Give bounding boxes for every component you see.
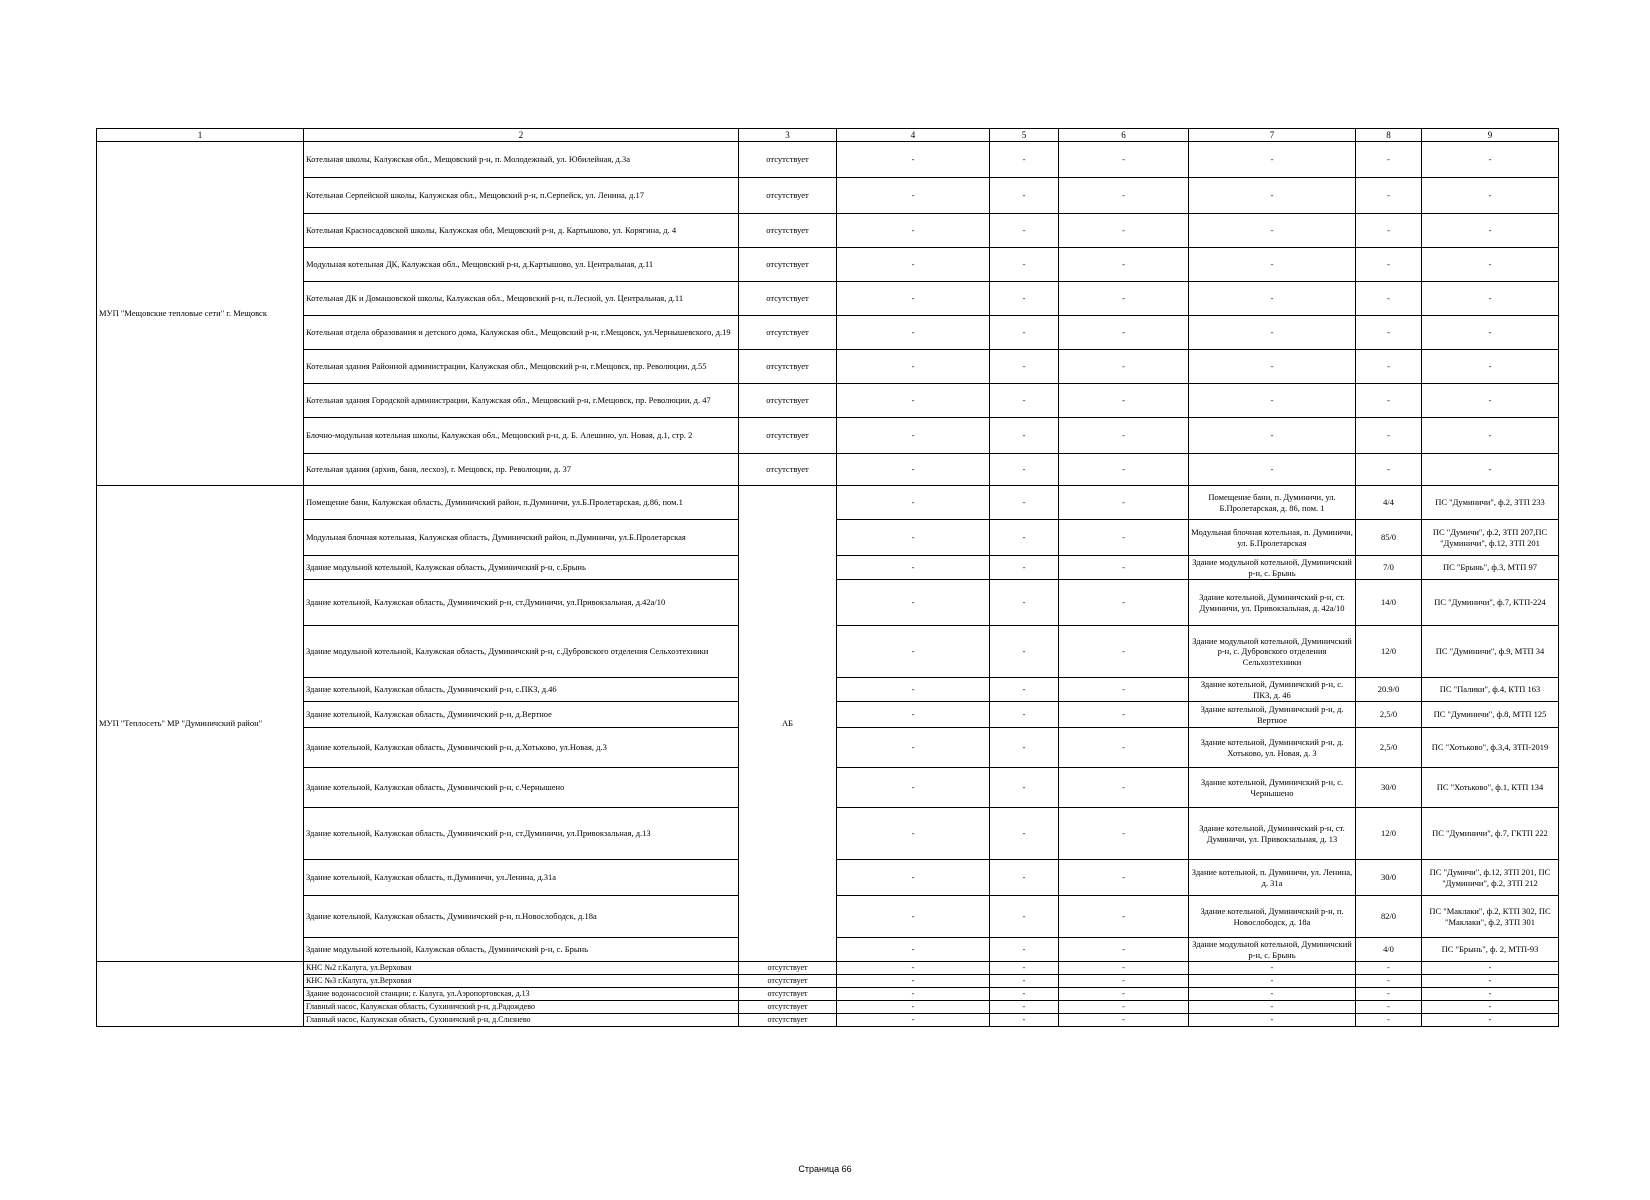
object-name-cell: Главный насос, Калужская область, Сухиничский р-н, д.Радождево — [304, 1001, 739, 1014]
address-cell: Здание котельной, Думиничский р-н, с. Чернышено — [1189, 768, 1356, 808]
col5-cell: - — [990, 350, 1059, 384]
col5-cell: - — [990, 214, 1059, 248]
column-header: 8 — [1356, 129, 1422, 142]
address-cell: - — [1189, 350, 1356, 384]
col6-cell: - — [1059, 580, 1189, 626]
organization-cell: МУП "Мещовские тепловые сети" г. Мещовск — [97, 142, 304, 486]
col5-cell: - — [990, 1001, 1059, 1014]
address-cell: Здание котельной, п. Думиничи, ул. Ленина, д. 31а — [1189, 860, 1356, 896]
col5-cell: - — [990, 975, 1059, 988]
table-row — [97, 178, 1559, 214]
object-name-cell: Блочно-модульная котельная школы, Калужская обл., Мещовский р-н, д. Б. Алешино, ул. Новая, д.1, стр. 2 — [304, 418, 739, 454]
substation-cell: ПС "Хотьково", ф.1, КТП 134 — [1422, 768, 1559, 808]
column-header: 1 — [97, 129, 304, 142]
col4-cell: - — [837, 768, 990, 808]
col4-cell: - — [837, 520, 990, 556]
address-cell: - — [1189, 1014, 1356, 1027]
object-name-cell: Здание модульной котельной, Калужская область, Думиничский р-н, с.Брынь — [304, 556, 739, 580]
availability-cell: отсутствует — [739, 454, 837, 486]
col4-cell: - — [837, 486, 990, 520]
object-name-cell: Здание котельной, Калужская область, Думиничский р-н, ст.Думиничи, ул.Привокзальная, д.42а/10 — [304, 580, 739, 626]
header-row — [97, 129, 1559, 142]
table-row — [97, 1001, 1559, 1014]
availability-cell: отсутствует — [739, 975, 837, 988]
object-name-cell: Главный насос, Калужская область, Сухиничский р-н, д.Слизнево — [304, 1014, 739, 1027]
address-cell: - — [1189, 316, 1356, 350]
col4-cell: - — [837, 214, 990, 248]
col4-cell: - — [837, 384, 990, 418]
col4-cell: - — [837, 282, 990, 316]
page-number: Страница 66 — [798, 1164, 852, 1174]
object-name-cell: Модульная котельная ДК, Калужская обл., Мещовский р-н, д.Картышово, ул. Центральная, д.11 — [304, 248, 739, 282]
address-cell: Здание котельной, Думиничский р-н, п. Новослободск, д. 18а — [1189, 896, 1356, 938]
address-cell: - — [1189, 988, 1356, 1001]
col6-cell: - — [1059, 678, 1189, 702]
col5-cell: - — [990, 808, 1059, 860]
capacity-cell: - — [1356, 350, 1422, 384]
col5-cell: - — [990, 248, 1059, 282]
col5-cell: - — [990, 556, 1059, 580]
availability-cell: отсутствует — [739, 214, 837, 248]
object-name-cell: Здание котельной, Калужская область, Думиничский р-н, п.Новослободск, д.18а — [304, 896, 739, 938]
column-header: 5 — [990, 129, 1059, 142]
organization-cell: МУП "Теплосеть" МР "Думиничский район" — [97, 486, 304, 962]
col4-cell: - — [837, 418, 990, 454]
availability-cell: АБ — [739, 486, 837, 962]
col5-cell: - — [990, 486, 1059, 520]
col6-cell: - — [1059, 962, 1189, 975]
substation-cell: ПС "Брынь", ф. 2, МТП-93 — [1422, 938, 1559, 962]
col6-cell: - — [1059, 556, 1189, 580]
substation-cell: - — [1422, 988, 1559, 1001]
substation-cell: - — [1422, 975, 1559, 988]
col5-cell: - — [990, 626, 1059, 678]
table-row — [97, 214, 1559, 248]
col5-cell: - — [990, 768, 1059, 808]
table-row — [97, 384, 1559, 418]
col5-cell: - — [990, 418, 1059, 454]
availability-cell: отсутствует — [739, 248, 837, 282]
availability-cell: отсутствует — [739, 962, 837, 975]
col5-cell: - — [990, 1014, 1059, 1027]
col4-cell: - — [837, 728, 990, 768]
col5-cell: - — [990, 282, 1059, 316]
col4-cell: - — [837, 938, 990, 962]
object-name-cell: Модульная блочная котельная, Калужская область, Думиничский район, п.Думиничи, ул.Б.Пролетарская — [304, 520, 739, 556]
object-name-cell: Здание модульной котельной, Калужская область, Думиничский р-н, с. Брынь — [304, 938, 739, 962]
table-row — [97, 962, 1559, 975]
substation-cell: - — [1422, 350, 1559, 384]
availability-cell: отсутствует — [739, 316, 837, 350]
object-name-cell: Котельная ДК и Домашовской школы, Калужская обл., Мещовский р-н, п.Лесной, ул. Центральная, д.11 — [304, 282, 739, 316]
object-name-cell: Здание котельной, Калужская область, Думиничский р-н, с.Чернышено — [304, 768, 739, 808]
address-cell: - — [1189, 418, 1356, 454]
col6-cell: - — [1059, 418, 1189, 454]
substation-cell: ПС "Хотьково", ф.3,4, ЗТП-2019 — [1422, 728, 1559, 768]
col4-cell: - — [837, 988, 990, 1001]
availability-cell: отсутствует — [739, 142, 837, 178]
col4-cell: - — [837, 1001, 990, 1014]
col6-cell: - — [1059, 142, 1189, 178]
column-header: 4 — [837, 129, 990, 142]
object-name-cell: Здание котельной, Калужская область, п.Думиничи, ул.Ленина, д.31а — [304, 860, 739, 896]
col4-cell: - — [837, 860, 990, 896]
col4-cell: - — [837, 556, 990, 580]
substation-cell: - — [1422, 142, 1559, 178]
col6-cell: - — [1059, 626, 1189, 678]
address-cell: - — [1189, 1001, 1356, 1014]
availability-cell: отсутствует — [739, 1001, 837, 1014]
col4-cell: - — [837, 702, 990, 728]
col6-cell: - — [1059, 896, 1189, 938]
substation-cell: ПС "Думиничи", ф.7, КТП-224 — [1422, 580, 1559, 626]
capacity-cell: - — [1356, 1001, 1422, 1014]
address-cell: Здание котельной, Думиничский р-н, д. Вертное — [1189, 702, 1356, 728]
table-row — [97, 350, 1559, 384]
capacity-cell: - — [1356, 988, 1422, 1001]
capacity-cell: - — [1356, 384, 1422, 418]
capacity-cell: 4/4 — [1356, 486, 1422, 520]
col5-cell: - — [990, 938, 1059, 962]
object-name-cell: Здание котельной, Калужская область, Думиничский р-н, д.Вертное — [304, 702, 739, 728]
column-header: 6 — [1059, 129, 1189, 142]
col6-cell: - — [1059, 520, 1189, 556]
col6-cell: - — [1059, 454, 1189, 486]
capacity-cell: - — [1356, 975, 1422, 988]
address-cell: Здание модульной котельной, Думиничский р-н, с. Брынь — [1189, 556, 1356, 580]
table-row — [97, 316, 1559, 350]
capacity-cell: - — [1356, 962, 1422, 975]
column-header: 9 — [1422, 129, 1559, 142]
col4-cell: - — [837, 316, 990, 350]
capacity-cell: - — [1356, 282, 1422, 316]
address-cell: - — [1189, 384, 1356, 418]
col6-cell: - — [1059, 486, 1189, 520]
col5-cell: - — [990, 702, 1059, 728]
table-row — [97, 142, 1559, 178]
substation-cell: - — [1422, 1014, 1559, 1027]
col6-cell: - — [1059, 728, 1189, 768]
substation-cell: - — [1422, 282, 1559, 316]
col6-cell: - — [1059, 1014, 1189, 1027]
capacity-cell: 20.9/0 — [1356, 678, 1422, 702]
capacity-cell: - — [1356, 214, 1422, 248]
object-name-cell: Здание модульной котельной, Калужская область, Думиничский р-н, с.Дубровского отделения Сельхозтехники — [304, 626, 739, 678]
col5-cell: - — [990, 580, 1059, 626]
col4-cell: - — [837, 580, 990, 626]
address-cell: Здание котельной, Думиничский р-н, ст. Думиничи, ул. Привокзальная, д. 13 — [1189, 808, 1356, 860]
col4-cell: - — [837, 678, 990, 702]
col6-cell: - — [1059, 1001, 1189, 1014]
substation-cell: - — [1422, 214, 1559, 248]
col5-cell: - — [990, 454, 1059, 486]
col4-cell: - — [837, 1014, 990, 1027]
substation-cell: - — [1422, 418, 1559, 454]
col4-cell: - — [837, 626, 990, 678]
table-row — [97, 975, 1559, 988]
address-cell: Здание котельной, Думиничский р-н, ст. Думиничи, ул. Привокзальная, д. 42а/10 — [1189, 580, 1356, 626]
object-name-cell: Котельная отдела образования и детского дома, Калужская обл., Мещовский р-н, г.Мещовск, ул.Чернышевского, д.19 — [304, 316, 739, 350]
col6-cell: - — [1059, 350, 1189, 384]
capacity-cell: - — [1356, 178, 1422, 214]
address-cell: - — [1189, 178, 1356, 214]
availability-cell: отсутствует — [739, 178, 837, 214]
table-row — [97, 454, 1559, 486]
col5-cell: - — [990, 988, 1059, 1001]
capacity-cell: 12/0 — [1356, 808, 1422, 860]
col5-cell: - — [990, 860, 1059, 896]
address-cell: - — [1189, 142, 1356, 178]
col6-cell: - — [1059, 384, 1189, 418]
col5-cell: - — [990, 178, 1059, 214]
capacity-cell: - — [1356, 454, 1422, 486]
address-cell: - — [1189, 248, 1356, 282]
address-cell: Здание модульной котельной, Думиничский р-н, с. Брынь — [1189, 938, 1356, 962]
col5-cell: - — [990, 316, 1059, 350]
col5-cell: - — [990, 142, 1059, 178]
capacity-cell: - — [1356, 248, 1422, 282]
col6-cell: - — [1059, 938, 1189, 962]
capacity-cell: 12/0 — [1356, 626, 1422, 678]
object-name-cell: Здание водонасосной станции; г. Калуга, ул.Аэропортовская, д.13 — [304, 988, 739, 1001]
object-name-cell: Здание котельной, Калужская область, Думиничский р-н, с.ПКЗ, д.46 — [304, 678, 739, 702]
col6-cell: - — [1059, 282, 1189, 316]
table-row — [97, 1014, 1559, 1027]
col5-cell: - — [990, 896, 1059, 938]
col5-cell: - — [990, 384, 1059, 418]
table-row — [97, 282, 1559, 316]
substation-cell: - — [1422, 178, 1559, 214]
column-header: 7 — [1189, 129, 1356, 142]
substation-cell: ПС "Думичи", ф.12, ЗТП 201, ПС "Думиничи", ф.2, ЗТП 212 — [1422, 860, 1559, 896]
col4-cell: - — [837, 178, 990, 214]
availability-cell: отсутствует — [739, 350, 837, 384]
object-name-cell: КНС №2 г.Калуга, ул.Верховая — [304, 962, 739, 975]
availability-cell: отсутствует — [739, 282, 837, 316]
address-cell: Модульная блочная котельная, п. Думиничи, ул. Б.Пролетарская — [1189, 520, 1356, 556]
availability-cell: отсутствует — [739, 1014, 837, 1027]
column-header: 2 — [304, 129, 739, 142]
substation-cell: - — [1422, 248, 1559, 282]
address-cell: Здание котельной, Думиничский р-н, д. Хотьково, ул. Новая, д. 3 — [1189, 728, 1356, 768]
address-cell: Здание котельной, Думиничский р-н, с. ПКЗ, д. 46 — [1189, 678, 1356, 702]
col4-cell: - — [837, 808, 990, 860]
substation-cell: ПС "Думиничи", ф.7, ГКТП 222 — [1422, 808, 1559, 860]
column-header: 3 — [739, 129, 837, 142]
substation-cell: ПС "Палики", ф.4, КТП 163 — [1422, 678, 1559, 702]
availability-cell: отсутствует — [739, 384, 837, 418]
substation-cell: - — [1422, 384, 1559, 418]
col6-cell: - — [1059, 316, 1189, 350]
capacity-cell: 14/0 — [1356, 580, 1422, 626]
col6-cell: - — [1059, 808, 1189, 860]
address-cell: - — [1189, 282, 1356, 316]
col5-cell: - — [990, 728, 1059, 768]
table-row — [97, 418, 1559, 454]
address-cell: - — [1189, 962, 1356, 975]
table-row — [97, 248, 1559, 282]
address-cell: Помещение бани, п. Думиничи, ул. Б.Пролетарская, д. 86, пом. 1 — [1189, 486, 1356, 520]
capacity-cell: 2,5/0 — [1356, 702, 1422, 728]
capacity-cell: 82/0 — [1356, 896, 1422, 938]
object-name-cell: Котельная здания Районной администрации, Калужская обл., Мещовский р-н, г.Мещовск, пр. Революции, д.55 — [304, 350, 739, 384]
capacity-cell: 85/0 — [1356, 520, 1422, 556]
object-name-cell: КНС №3 г.Калуга, ул.Верховая — [304, 975, 739, 988]
capacity-cell: - — [1356, 1014, 1422, 1027]
capacity-cell: 30/0 — [1356, 860, 1422, 896]
availability-cell: отсутствует — [739, 988, 837, 1001]
object-name-cell: Здание котельной, Калужская область, Думиничский р-н, д.Хотьково, ул.Новая, д.3 — [304, 728, 739, 768]
address-cell: Здание модульной котельной, Думиничский р-н, с. Дубровского отделения Сельхозтехники — [1189, 626, 1356, 678]
col4-cell: - — [837, 896, 990, 938]
substation-cell: - — [1422, 316, 1559, 350]
substation-cell: ПС "Думиничи", ф.2, ЗТП 233 — [1422, 486, 1559, 520]
col5-cell: - — [990, 520, 1059, 556]
address-cell: - — [1189, 214, 1356, 248]
object-name-cell: Котельная Красносадовской школы, Калужская обл, Мещовский р-н, д. Картышово, ул. Корягина, д. 4 — [304, 214, 739, 248]
address-cell: - — [1189, 454, 1356, 486]
object-name-cell: Помещение бани, Калужская область, Думиничский район, п.Думиничи, ул.Б.Пролетарская, д.86, пом.1 — [304, 486, 739, 520]
organization-cell — [97, 962, 304, 1027]
capacity-cell: 2,5/0 — [1356, 728, 1422, 768]
col4-cell: - — [837, 248, 990, 282]
col6-cell: - — [1059, 768, 1189, 808]
capacity-cell: - — [1356, 418, 1422, 454]
address-cell: - — [1189, 975, 1356, 988]
table-body — [97, 142, 1559, 1027]
col6-cell: - — [1059, 988, 1189, 1001]
col4-cell: - — [837, 350, 990, 384]
substation-cell: ПС "Брынь", ф.3, МТП 97 — [1422, 556, 1559, 580]
col4-cell: - — [837, 975, 990, 988]
substation-cell: - — [1422, 962, 1559, 975]
object-name-cell: Здание котельной, Калужская область, Думиничский р-н, ст.Думиничи, ул.Привокзальная, д.13 — [304, 808, 739, 860]
col6-cell: - — [1059, 860, 1189, 896]
capacity-cell: 4/0 — [1356, 938, 1422, 962]
col5-cell: - — [990, 678, 1059, 702]
data-table — [96, 128, 1559, 1027]
capacity-cell: - — [1356, 142, 1422, 178]
substation-cell: ПС "Думиничи", ф.9, МТП 34 — [1422, 626, 1559, 678]
col6-cell: - — [1059, 248, 1189, 282]
substation-cell: ПС "Думиничи", ф.8, МТП 125 — [1422, 702, 1559, 728]
col4-cell: - — [837, 962, 990, 975]
substation-cell: - — [1422, 1001, 1559, 1014]
object-name-cell: Котельная здания (архив, баня, лесхоз), г. Мещовск, пр. Революции, д. 37 — [304, 454, 739, 486]
col6-cell: - — [1059, 975, 1189, 988]
capacity-cell: 7/0 — [1356, 556, 1422, 580]
substation-cell: ПС "Думичи", ф.2, ЗТП 207,ПС "Думиничи", ф.12, ЗТП 201 — [1422, 520, 1559, 556]
capacity-cell: - — [1356, 316, 1422, 350]
substation-cell: ПС "Маклаки", ф.2, КТП 302, ПС "Маклаки", ф.2, ЗТП 301 — [1422, 896, 1559, 938]
object-name-cell: Котельная здания Городской администрации, Калужская обл., Мещовский р-н, г.Мещовск, пр. Революции, д. 47 — [304, 384, 739, 418]
object-name-cell: Котельная школы, Калужская обл., Мещовский р-н, п. Молодежный, ул. Юбилейная, д.3а — [304, 142, 739, 178]
col4-cell: - — [837, 454, 990, 486]
col6-cell: - — [1059, 702, 1189, 728]
table-row — [97, 486, 1559, 520]
table-row — [97, 988, 1559, 1001]
object-name-cell: Котельная Серпейской школы, Калужская обл., Мещовский р-н, п.Серпейск, ул. Ленина, д.17 — [304, 178, 739, 214]
col5-cell: - — [990, 962, 1059, 975]
capacity-cell: 30/0 — [1356, 768, 1422, 808]
col6-cell: - — [1059, 214, 1189, 248]
substation-cell: - — [1422, 454, 1559, 486]
col4-cell: - — [837, 142, 990, 178]
col6-cell: - — [1059, 178, 1189, 214]
availability-cell: отсутствует — [739, 418, 837, 454]
